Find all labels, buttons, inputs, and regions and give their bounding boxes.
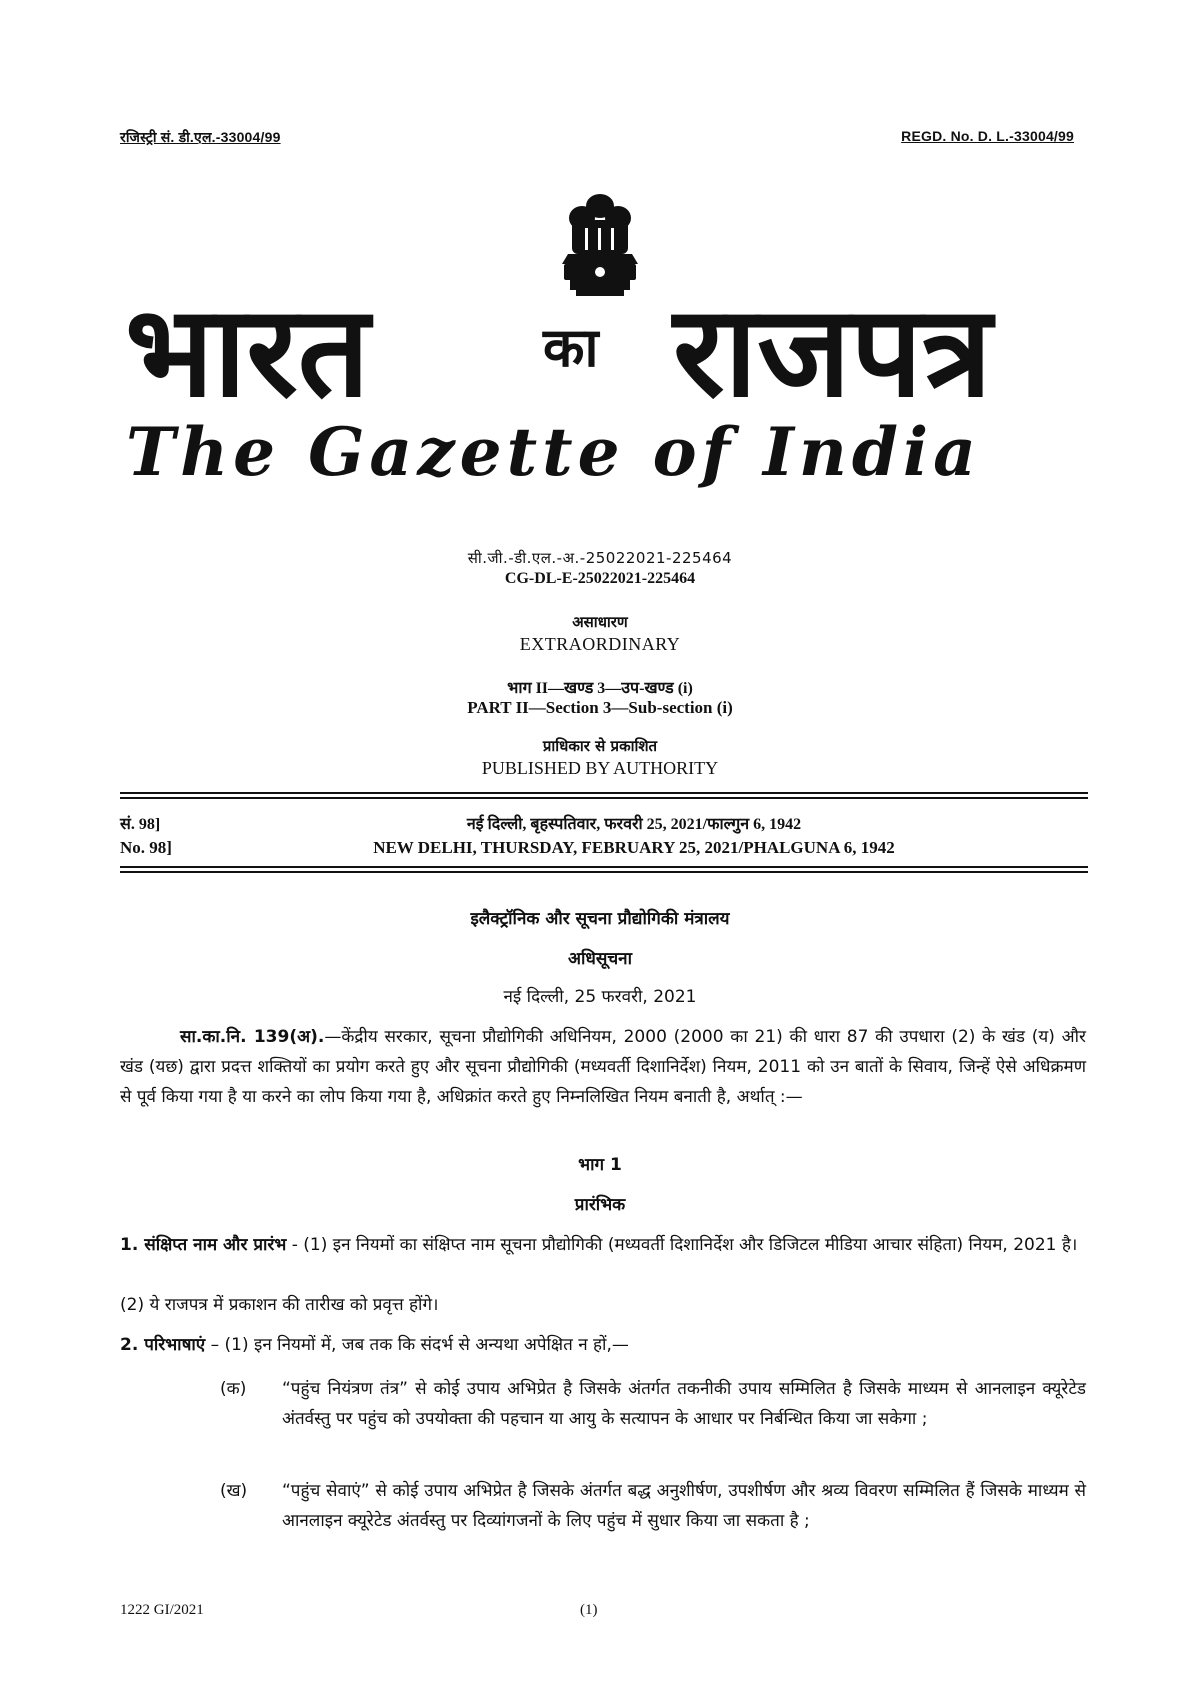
gsr-label: सा.का.नि. 139(अ). xyxy=(180,1027,325,1047)
rule-2-paragraph xyxy=(120,1330,1086,1360)
clause-marker: (ख) xyxy=(220,1481,248,1501)
rule-1-paragraph xyxy=(120,1230,1086,1260)
part-section-hindi: भाग II—खण्ड 3—उप-खण्ड (i) xyxy=(507,680,693,697)
issue-number-english: No. 98] xyxy=(120,838,172,857)
regd-number-english: REGD. No. D. L.-33004/99 xyxy=(901,128,1074,144)
rule-1-subrule-2: (2) ये राजपत्र में प्रकाशन की तारीख को प्रवृत्त होंगे। xyxy=(120,1295,439,1315)
gazette-code-hindi: सी.जी.-डी.एल.-अ.-25022021-225464 xyxy=(467,549,733,567)
clause-ka xyxy=(220,1374,1086,1468)
page-number: (1) xyxy=(580,1602,598,1618)
rule-1-text: - (1) इन नियमों का संक्षिप्त नाम सूचना प्रौद्योगिकी (मध्यवर्ती दिशानिर्देश और डिजिटल मीडिया आचार संहिता) नियम, 2021 है। xyxy=(286,1235,1078,1255)
divider-bottom-2 xyxy=(120,871,1088,873)
issue-date-english: NEW DELHI, THURSDAY, FEBRUARY 25, 2021/PHALGUNA 6, 1942 xyxy=(373,838,895,857)
preliminary-heading: प्रारंभिक xyxy=(574,1195,626,1215)
clause-text: “पहुंच सेवाएं” से कोई उपाय अभिप्रेत है जिसके अंतर्गत बद्ध अनुशीर्षण, उपशीर्षण और श्रव्य विवरण सम्मिलित हैं जिसके माध्यम से आनलाइन क्यूरेटेड अंतर्वस्तु पर दिव्यांगजनों के लिए पहुंच में सुधार किया जा सकता है ; xyxy=(282,1481,1086,1531)
clause-kha xyxy=(220,1476,1086,1570)
divider-bottom-1 xyxy=(120,866,1088,868)
rule-2-label: 2. परिभाषाएं xyxy=(120,1335,206,1355)
footer-print-code: 1222 GI/2021 xyxy=(120,1602,204,1618)
masthead-word-rajpatra: राजपत्र xyxy=(673,278,992,425)
place-date: नई दिल्ली, 25 फरवरी, 2021 xyxy=(503,987,697,1007)
part-heading: भाग 1 xyxy=(578,1155,622,1175)
rule-1-label: 1. संक्षिप्त नाम और प्रारंभ xyxy=(120,1235,287,1255)
masthead-word-ka: का xyxy=(543,316,599,379)
part-section-english: PART II—Section 3—Sub-section (i) xyxy=(467,698,733,717)
regd-number-hindi: रजिस्ट्री सं. डी.एल.-33004/99 xyxy=(120,129,281,145)
issue-number-hindi: सं. 98] xyxy=(120,816,161,833)
gazette-code-english: CG-DL-E-25022021-225464 xyxy=(504,570,696,587)
gsr-paragraph xyxy=(120,1022,1086,1112)
divider-top-1 xyxy=(120,792,1088,794)
gsr-text: —केंद्रीय सरकार, सूचना प्रौद्योगिकी अधिनियम, 2000 (2000 का 21) की धारा 87 की उपधारा (2) के खंड (य) और खंड (यछ) द्वारा प्रदत्त शक्तियों का प्रयोग करते हुए और सूचना प्रौद्योगिकी (मध्यवर्ती दिशानिर्देश) नियम, 2011 को उन बातों के सिवाय, जिन्हें ऐसे अधिक्रमण से पूर्व किया गया है या करने का लोप किया गया है, अधिक्रांत करते हुए निम्नलिखित नियम बनाती है, अर्थात् :— xyxy=(120,1027,1086,1107)
masthead-word-bharat: भारत xyxy=(125,278,370,425)
extraordinary-english: EXTRAORDINARY xyxy=(519,634,681,654)
published-by-authority-english: PUBLISHED BY AUTHORITY xyxy=(481,758,719,778)
notification-heading: अधिसूचना xyxy=(568,949,632,969)
clause-marker: (क) xyxy=(220,1379,247,1399)
issue-date-hindi: नई दिल्ली, बृहस्पतिवार, फरवरी 25, 2021/फाल्गुन 6, 1942 xyxy=(466,816,802,833)
rule-2-text: – (1) इन नियमों में, जब तक कि संदर्भ से अन्यथा अपेक्षित न हों,— xyxy=(205,1335,629,1355)
ministry-heading: इलैक्ट्रॉनिक और सूचना प्रौद्योगिकी मंत्रालय xyxy=(470,909,730,929)
divider-top-2 xyxy=(120,797,1088,799)
published-by-authority-hindi: प्राधिकार से प्रकाशित xyxy=(542,737,658,755)
masthead-title-hindi xyxy=(125,278,1085,425)
masthead-title-english: The Gazette of India xyxy=(126,413,981,491)
extraordinary-hindi: असाधारण xyxy=(572,613,628,631)
clause-text: “पहुंच नियंत्रण तंत्र” से कोई उपाय अभिप्रेत है जिसके अंतर्गत तकनीकी उपाय सम्मिलित है जिसके माध्यम से आनलाइन क्यूरेटेड अंतर्वस्तु पर पहुंच को उपयोक्ता की पहचान या आयु के सत्यापन के आधार पर निर्बन्धित किया जा सकेगा ; xyxy=(282,1379,1086,1429)
